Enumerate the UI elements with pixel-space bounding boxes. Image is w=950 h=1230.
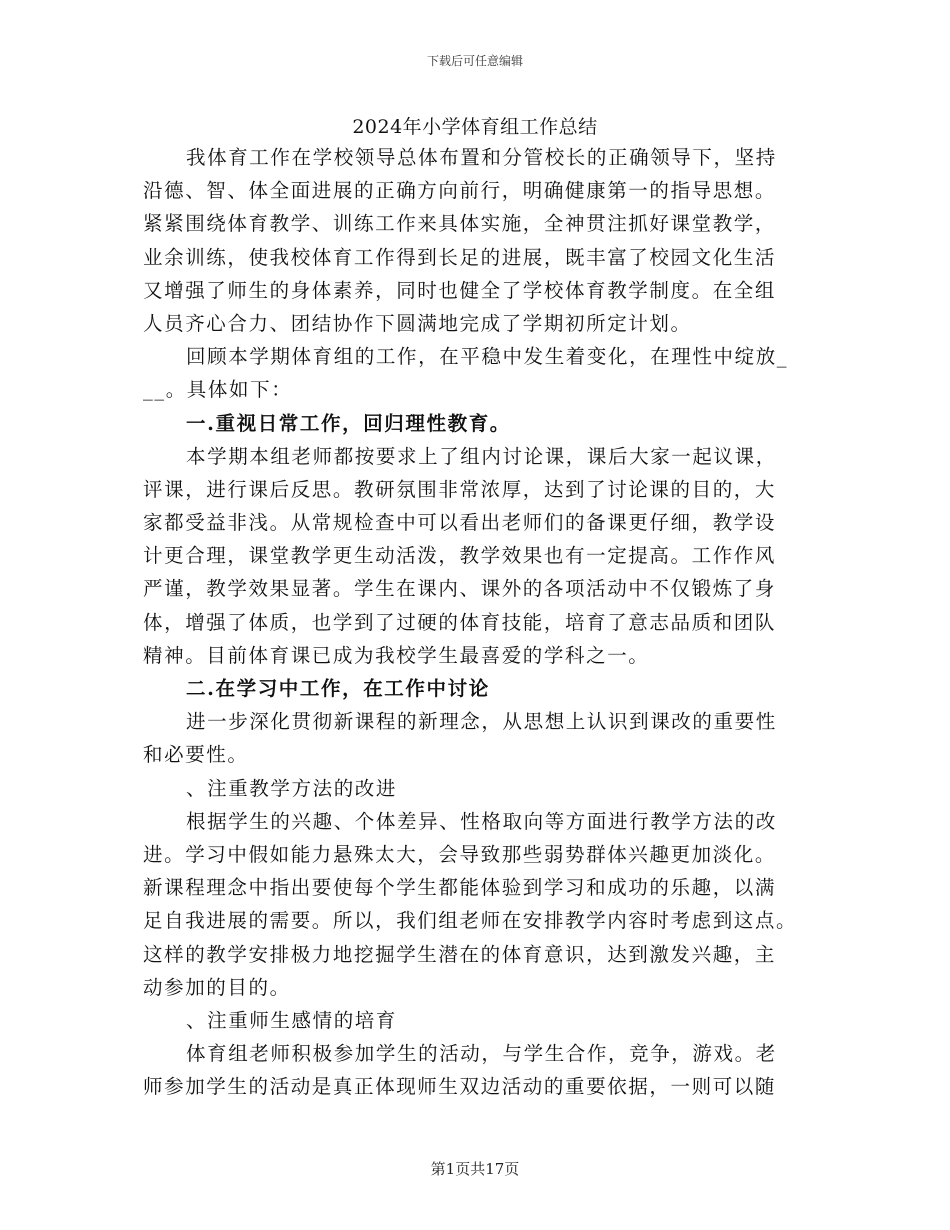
paragraph-line: 体，增强了体质，也学到了过硬的体育技能，培育了意志品质和团队	[143, 610, 777, 634]
paragraph-line: 和必要性。	[143, 743, 249, 767]
subsection-heading: 、注重师生感情的培育	[186, 1008, 398, 1032]
paragraph-line: 业余训练，使我校体育工作得到长足的进展，既丰富了校园文化生活	[143, 245, 777, 269]
paragraph-line: 回顾本学期体育组的工作，在平稳中发生着变化，在理性中绽放_	[186, 345, 789, 369]
paragraph-line: 评课，进行课后反思。教研氛围非常浓厚，达到了讨论课的目的，大	[143, 477, 777, 501]
paragraph-line: 本学期本组老师都按要求上了组内讨论课，课后大家一起议课，	[186, 444, 777, 468]
paragraph-line: 师参加学生的活动是真正体现师生双边活动的重要依据，一则可以随	[143, 1075, 777, 1099]
paragraph-line: 精神。目前体育课已成为我校学生最喜爱的学科之一。	[143, 643, 650, 667]
paragraph-line: 新课程理念中指出要使每个学生都能体验到学习和成功的乐趣，以满	[143, 876, 777, 900]
paragraph-line: 紧紧围绕体育教学、训练工作来具体实施，全神贯注抓好课堂教学，	[143, 212, 777, 236]
paragraph-line: 我体育工作在学校领导总体布置和分管校长的正确领导下，坚持	[186, 146, 777, 169]
paragraph-line: 进。学习中假如能力悬殊太大，会导致那些弱势群体兴趣更加淡化。	[143, 842, 777, 866]
paragraph-line: 计更合理，课堂教学更生动活泼，教学效果也有一定提高。工作作风	[143, 544, 777, 568]
paragraph-line: 动参加的目的。	[143, 975, 291, 999]
paragraph-line: 人员齐心合力、团结协作下圆满地完成了学期初所定计划。	[143, 311, 692, 335]
paragraph-line: 严谨，教学效果显著。学生在课内、课外的各项活动中不仅锻炼了身	[143, 577, 777, 601]
page-footer: 第1页共17页	[430, 1160, 520, 1178]
section-heading: 二.在学习中工作，在工作中讨论	[186, 677, 490, 700]
paragraph-line: 足自我进展的需要。所以，我们组老师在安排教学内容时考虑到这点。	[143, 909, 798, 933]
header-note: 下载后可任意编辑	[426, 54, 523, 68]
paragraph-line: 进一步深化贯彻新课程的新理念，从思想上认识到课改的重要性	[186, 710, 777, 734]
section-heading: 一.重视日常工作，回归理性教育。	[186, 411, 511, 435]
paragraph-line: 这样的教学安排极力地挖掘学生潜在的体育意识，达到激发兴趣，主	[143, 942, 777, 966]
paragraph-line: 又增强了师生的身体素养，同时也健全了学校体育教学制度。在全组	[143, 278, 777, 302]
paragraph-line: 家都受益非浅。从常规检查中可以看出老师们的备课更仔细，教学设	[143, 511, 777, 535]
document-title: 2024年小学体育组工作总结	[352, 116, 598, 138]
paragraph-line: __。具体如下：	[143, 378, 293, 402]
paragraph-line: 根据学生的兴趣、个体差异、性格取向等方面进行教学方法的改	[186, 809, 777, 833]
paragraph-line: 体育组老师积极参加学生的活动，与学生合作，竞争，游戏。老	[186, 1042, 777, 1066]
subsection-heading: 、注重教学方法的改进	[186, 776, 398, 800]
paragraph-line: 沿德、智、体全面进展的正确方向前行，明确健康第一的指导思想。	[143, 179, 777, 203]
document-body	[143, 141, 811, 1103]
